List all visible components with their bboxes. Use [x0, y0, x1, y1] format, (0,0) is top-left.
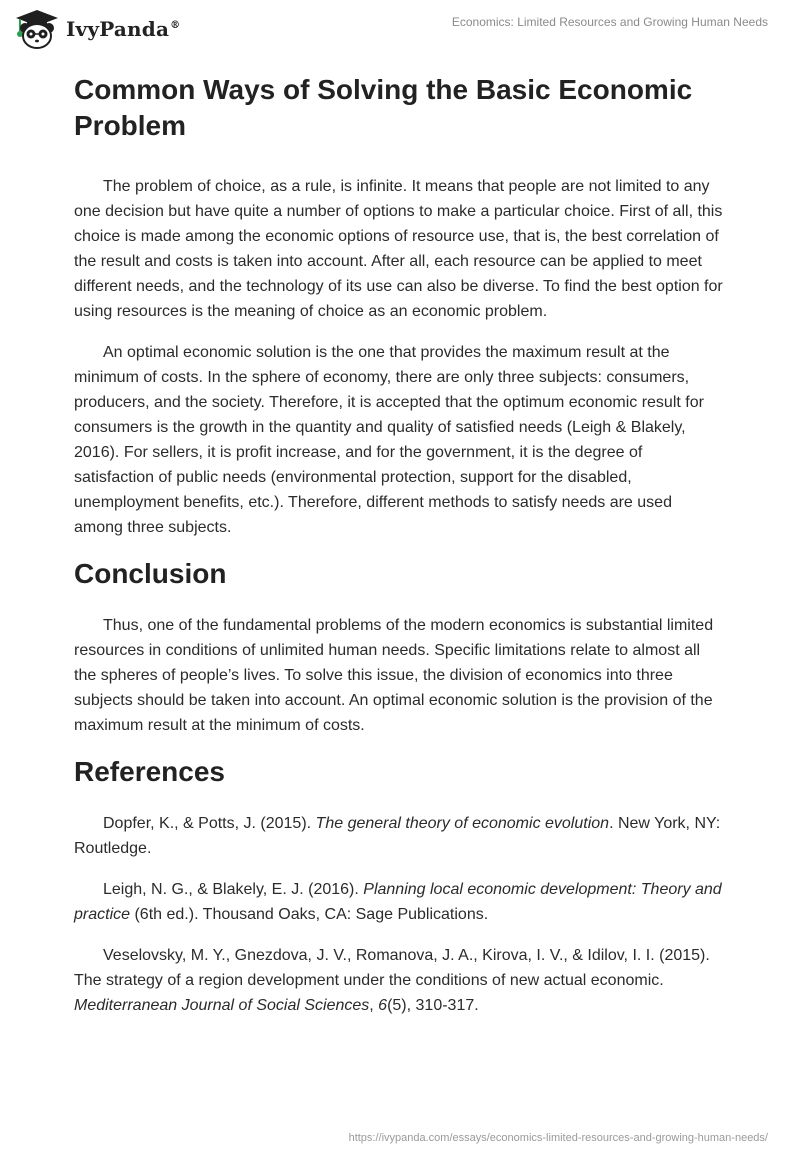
reference-item: Veselovsky, M. Y., Gnezdova, J. V., Romanova, J. A., Kirova, I. V., & Idilov, I. I. (2015). The strategy of a region development under the conditions of new actual economic. Mediterranean Journal of Social Sciences, 6(5), 310-317.	[74, 947, 710, 1014]
document-title: Economics: Limited Resources and Growing Human Needs	[451, 15, 768, 29]
section-heading-conclusion: Conclusion	[74, 558, 227, 589]
reference-item: Leigh, N. G., & Blakely, E. J. (2016). Planning local economic development: Theory and practice (6th ed.). Thousand Oaks, CA: Sage Publications.	[74, 881, 722, 923]
section-heading-references: References	[74, 756, 225, 787]
panda-graduate-icon	[14, 8, 60, 50]
essay-content	[74, 72, 724, 1018]
paragraph: Thus, one of the fundamental problems of the modern economics is substantial limited resources in conditions of unlimited human needs. Specific limitations relate to almost all the spheres of people’s lives. To solve this issue, the division of economics into three subjects should be taken into account. An optimal economic solution is the provision of the maximum result at the minimum of costs.	[74, 617, 714, 734]
source-url-link[interactable]: https://ivypanda.com/essays/economics-limited-resources-and-growing-human-needs/	[348, 1132, 768, 1144]
reference-item: Dopfer, K., & Potts, J. (2015). The general theory of economic evolution. New York, NY: Routledge.	[74, 815, 721, 857]
paragraph: An optimal economic solution is the one that provides the maximum result at the minimum of costs. In the sphere of economy, there are only three subjects: consumers, producers, and the society. Therefore, it is accepted that the optimum economic result for consumers is the growth in the quantity and quality of satisfied needs (Leigh & Blakely, 2016). For sellers, it is profit increase, and for the government, it is the degree of satisfaction of public needs (environmental protection, support for the disabled, unemployment benefits, etc.). Therefore, different methods to satisfy needs are used among three subjects.	[74, 344, 704, 536]
logo-wordmark: IvyPanda®	[66, 17, 181, 41]
paragraph: The problem of choice, as a rule, is infinite. It means that people are not limited to any one decision but have quite a number of options to make a particular choice. First of all, this choice is made among the economic options of resource use, that is, the best correlation of the result and costs is taken into account. After all, each resource can be applied to meet different needs, and the technology of its use can also be diverse. To find the best option for using resources is the meaning of choice as an economic problem.	[74, 178, 723, 320]
ivypanda-logo[interactable]	[14, 8, 180, 50]
page-header	[0, 0, 800, 60]
section-heading-solving-problem: Common Ways of Solving the Basic Economic Problem	[74, 74, 693, 141]
